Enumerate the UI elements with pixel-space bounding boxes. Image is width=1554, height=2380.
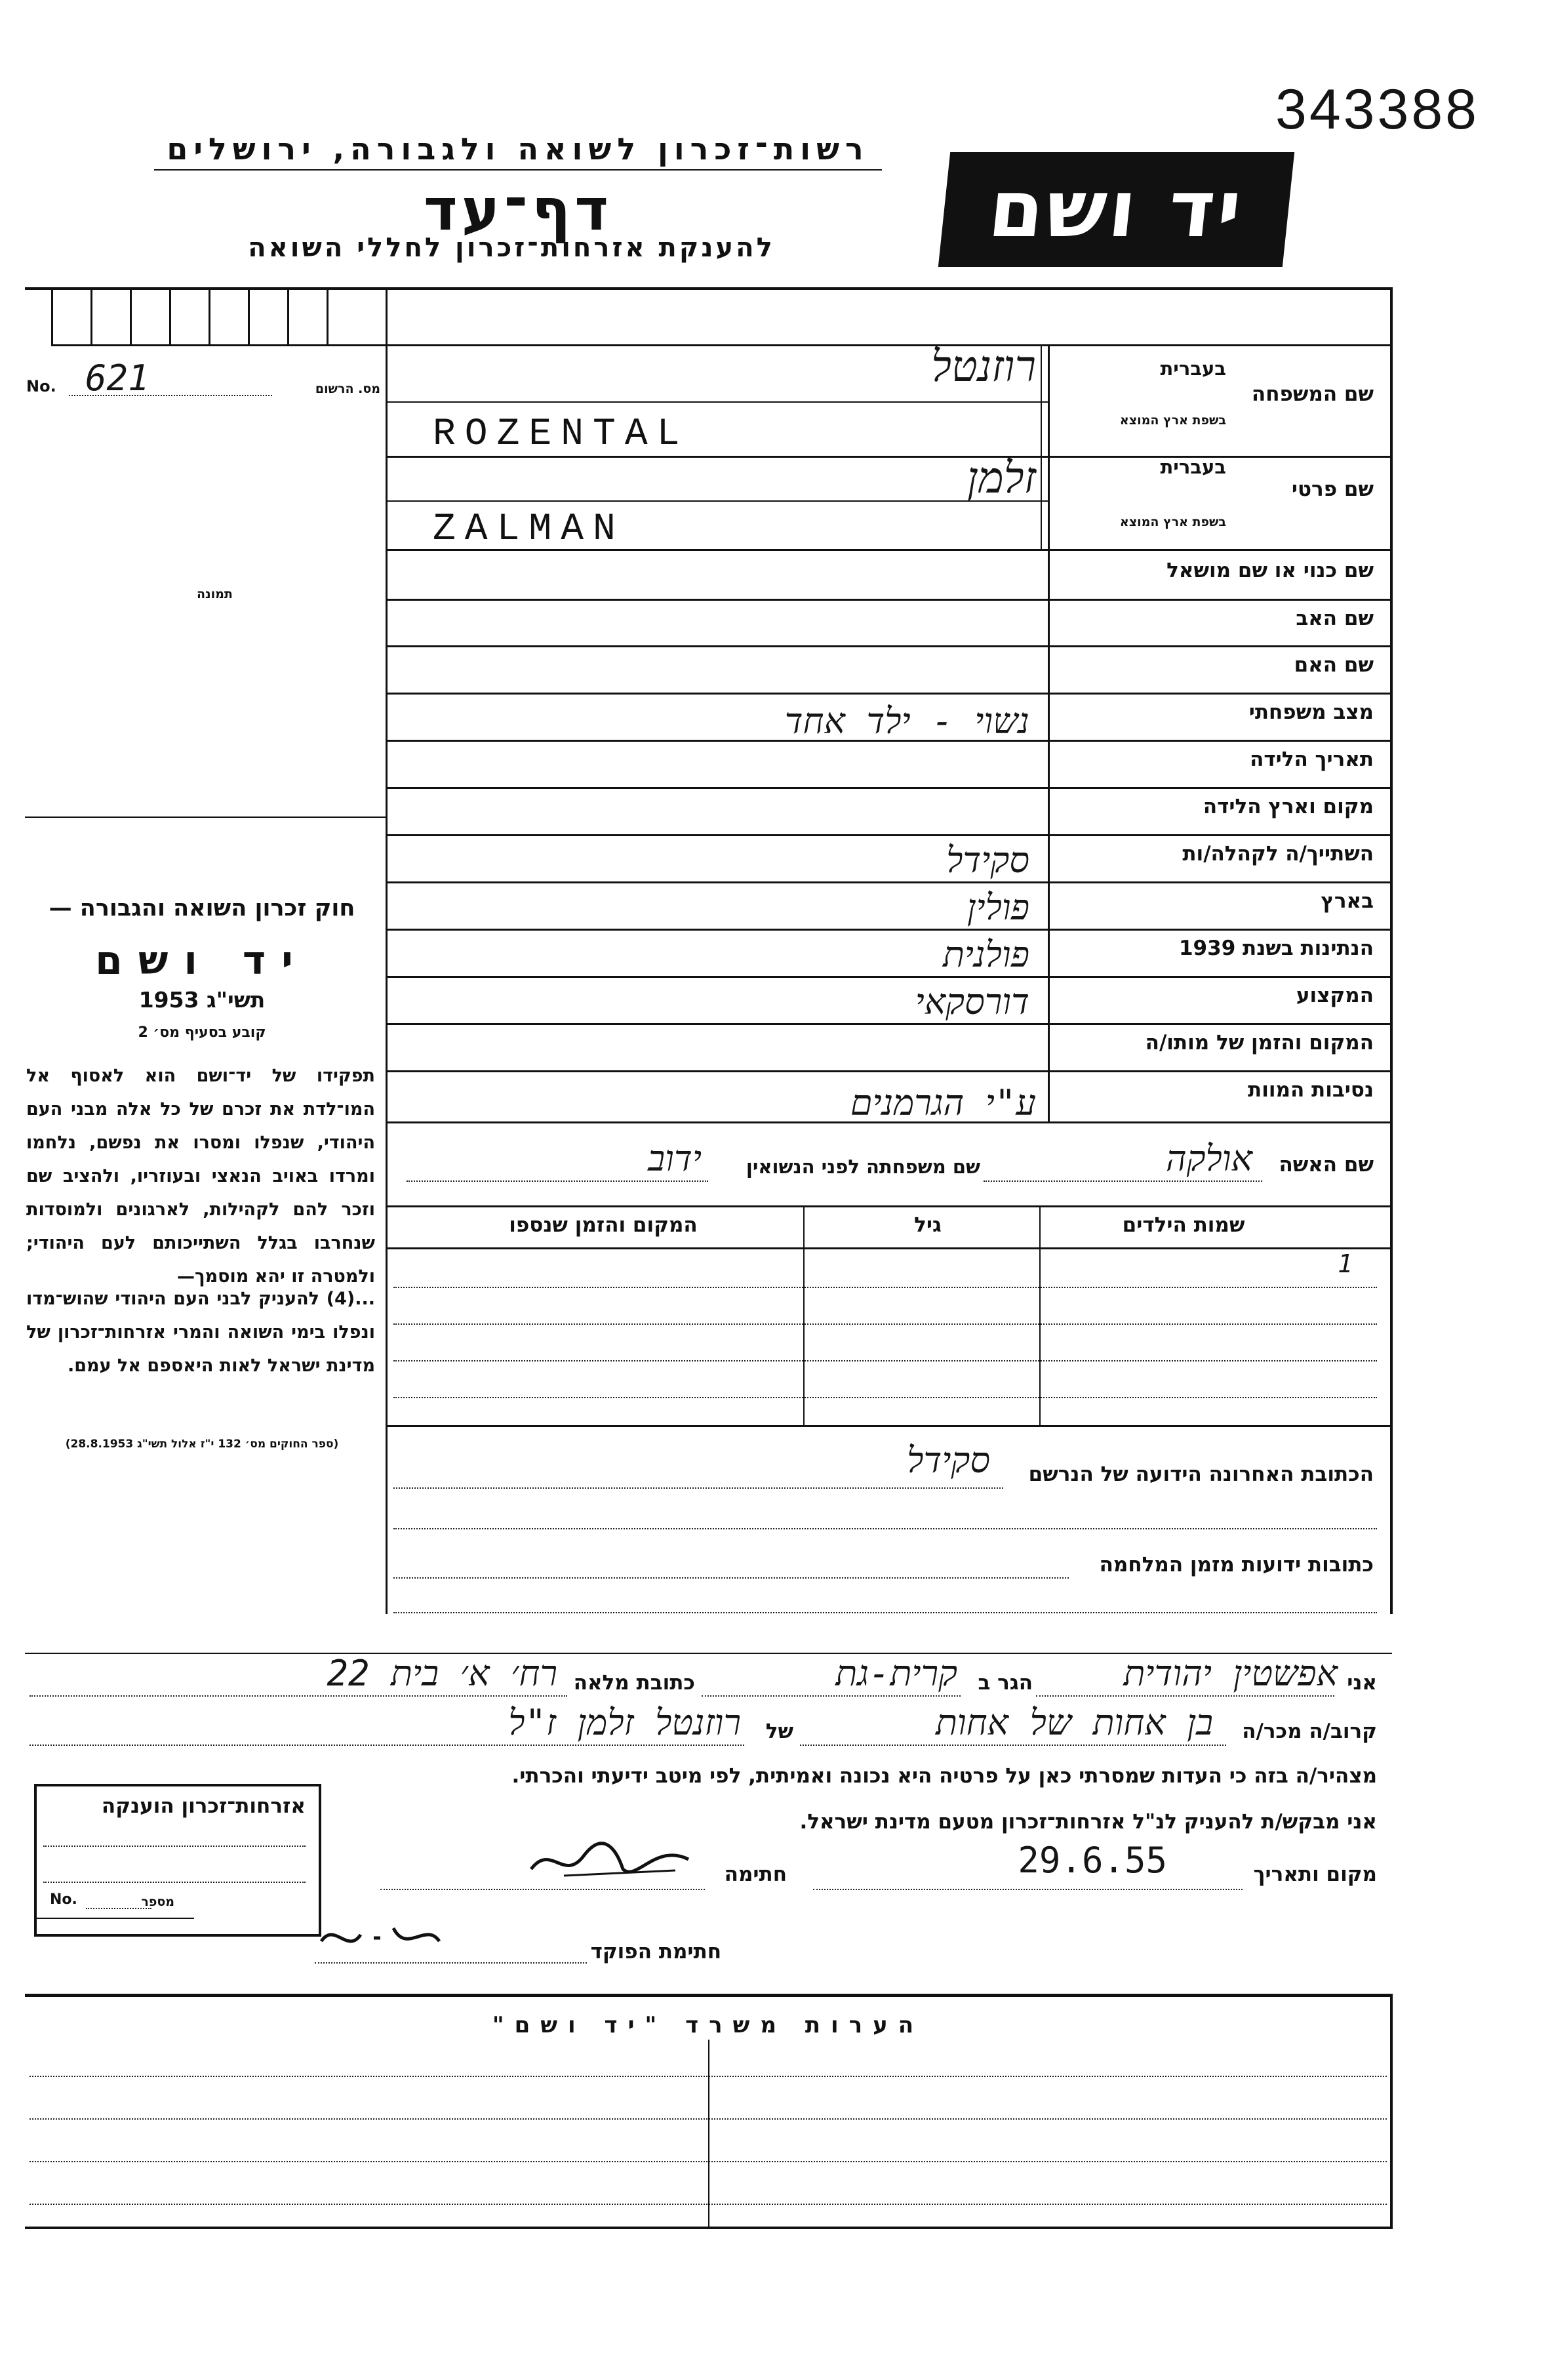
firstname-hebrew-label: בעברית: [1160, 456, 1226, 478]
surname-hebrew-label: בעברית: [1160, 357, 1226, 380]
death-circ-value: ע"י הגרמנים: [850, 1082, 1036, 1123]
officer-signature: [315, 1915, 446, 1961]
last-address-value: סקידל: [907, 1440, 990, 1481]
firstname-origin-label: בשפת ארץ המוצא: [1119, 515, 1226, 529]
of-label: של: [765, 1720, 793, 1743]
children-place-header: המקום והזמן שנספו: [509, 1213, 698, 1237]
nickname-label: שם כנוי או שם מושאל: [1166, 559, 1374, 582]
place-date-value: 29.6.55: [1018, 1840, 1167, 1881]
declarant-signature: [525, 1830, 695, 1889]
children-age-header: גיל: [914, 1213, 942, 1237]
wife-label: שם האשה: [1279, 1153, 1374, 1177]
nationality-label: הנתינות בשנת 1939: [1178, 937, 1374, 960]
relative-label: קרוב/ה מכר/ה: [1242, 1720, 1377, 1743]
surname-origin-label: בשפת ארץ המוצא: [1119, 413, 1226, 428]
officer-label: חתימת הפוקד: [590, 1940, 721, 1964]
law-body-2: ...(4) להעניק לבני העם היהודי שהוש־מדו ונפלו בימי השואה והמרי אזרחות־זכרון של מדינת ישראל לאות היאספם אל עמם.: [26, 1289, 375, 1376]
registration-boxes: [25, 289, 386, 344]
reg-number-value: 621: [85, 357, 149, 399]
marital-value: נשוי - ילד אחד: [784, 700, 1029, 742]
photo-label: תמונה: [197, 587, 233, 601]
law-name: יד ושם: [95, 938, 309, 984]
birthplace-label: מקום וארץ הלידה: [1203, 795, 1374, 818]
firstname-hebrew-value: זלמן: [966, 453, 1036, 503]
war-address-label: כתובות ידועות מזמן המלחמה: [1099, 1553, 1374, 1577]
surname-hebrew-value: רוזנטל: [931, 341, 1036, 392]
mother-label: שם האם: [1294, 653, 1374, 677]
declarant-label: אני: [1347, 1671, 1377, 1695]
citizenship-box-title: אזרחות־זכרון הוענקה: [101, 1794, 306, 1818]
resides-value: קרית-גת: [835, 1653, 957, 1694]
office-notes-title: הערות משרד "יד ושם": [492, 2012, 925, 2038]
law-source: (ספר החוקים מס׳ 132 י"ז אלול תשי"ג 28.8.1953): [65, 1438, 339, 1451]
citizenship-no-label: No.: [50, 1891, 77, 1908]
surname-latin-value: ROZENTAL: [433, 413, 689, 456]
profession-label: המקצוע: [1296, 984, 1374, 1007]
death-circ-label: נסיבות המוות: [1248, 1078, 1374, 1102]
reg-label: מס. הרשום: [315, 382, 380, 396]
signature-label: חתימה: [724, 1863, 787, 1886]
logo-text: יד ושם: [984, 164, 1248, 255]
country-label: בארץ: [1321, 889, 1374, 913]
form-subtitle: להענקת אזרחות־זכרון לחללי השואה: [248, 233, 775, 263]
citizenship-box: [34, 1784, 321, 1937]
profession-value: דורסקאי: [915, 981, 1029, 1022]
form-divider-left: [386, 287, 388, 1614]
law-year: תשי"ג 1953: [138, 987, 266, 1013]
full-address-value: רח׳ א׳ בית 22: [327, 1653, 557, 1694]
yad-vashem-logo: [938, 152, 1294, 267]
citizenship-number-label: מספר: [141, 1895, 174, 1909]
form-divider-labels: [1048, 344, 1050, 1121]
statement-2: אני מבקש/ת להעניק לנ"ל אזרחות־זכרון מטעם מדינת ישראל.: [799, 1810, 1377, 1834]
surname-label: שם המשפחה: [1251, 382, 1374, 406]
wife-value: אולקה: [1165, 1138, 1252, 1179]
law-clause: קובע בסעיף מס׳ 2: [138, 1024, 266, 1041]
law-title: חוק זכרון השואה והגבורה —: [49, 895, 355, 921]
maiden-value: ידוב: [648, 1138, 702, 1179]
children-entry: 1: [1338, 1249, 1353, 1278]
birthdate-label: תאריך הלידה: [1250, 748, 1374, 771]
nationality-value: פולנית: [942, 934, 1029, 975]
statement-1: מצהיר/ה בזה כי העדות שמסרתי כאן על פרטיה היא נכונה ואמיתית, לפי מיטב ידיעתי והכרתי.: [511, 1764, 1377, 1788]
full-address-label: כתובת מלאה: [573, 1671, 695, 1695]
place-date-label: מקום ותאריך: [1253, 1863, 1377, 1886]
form-right-border: [1390, 287, 1393, 1614]
community-value: סקידל: [946, 839, 1029, 881]
children-names-header: שמות הילדים: [1122, 1213, 1245, 1237]
death-place-label: המקום והזמן של מותו/ה: [1145, 1031, 1374, 1055]
of-value: רוזנטל זלמן ז"ל: [508, 1702, 741, 1743]
reg-number-label: No.: [26, 377, 56, 395]
archive-number: 343388: [1275, 78, 1479, 141]
relative-value: בן אחות של אחות: [935, 1702, 1213, 1743]
form-title: דף־עד: [424, 176, 612, 243]
last-address-label: הכתובת האחרונה הידועה של הנרשם: [1028, 1462, 1374, 1486]
maiden-label: שם משפחתה לפני הנשואין: [746, 1156, 980, 1178]
header-underline: [154, 169, 882, 171]
country-value: פולין: [966, 887, 1029, 928]
father-label: שם האב: [1296, 607, 1374, 630]
firstname-latin-value: ZALMAN: [433, 508, 625, 551]
community-label: השתייך/ה לקהלה/ות: [1182, 842, 1374, 866]
law-body: תפקידו של יד־ושם הוא לאסוף אל המו־לדת את זכרם של כל אלה מבני העם היהודי, שנפלו ומסרו את נפשם, נלחמו ומרדו באויב הנאצי ובעוזריו, ולהציב שם וזכר להם לקהילות, לארגונים ולמוסדות שנחרבו בגלל השתייכותם לעם היהודי; ולמטרה זו יהא מוסמך—: [26, 1066, 375, 1287]
declarant-value: אפשטין יהודית: [1123, 1653, 1338, 1694]
marital-label: מצב משפחתי: [1248, 700, 1374, 724]
resides-label: הגר ב: [978, 1671, 1033, 1695]
firstname-label: שם פרטי: [1291, 477, 1374, 501]
authority-header: רשות־זכרון לשואה ולגבורה, ירושלים: [167, 131, 869, 167]
